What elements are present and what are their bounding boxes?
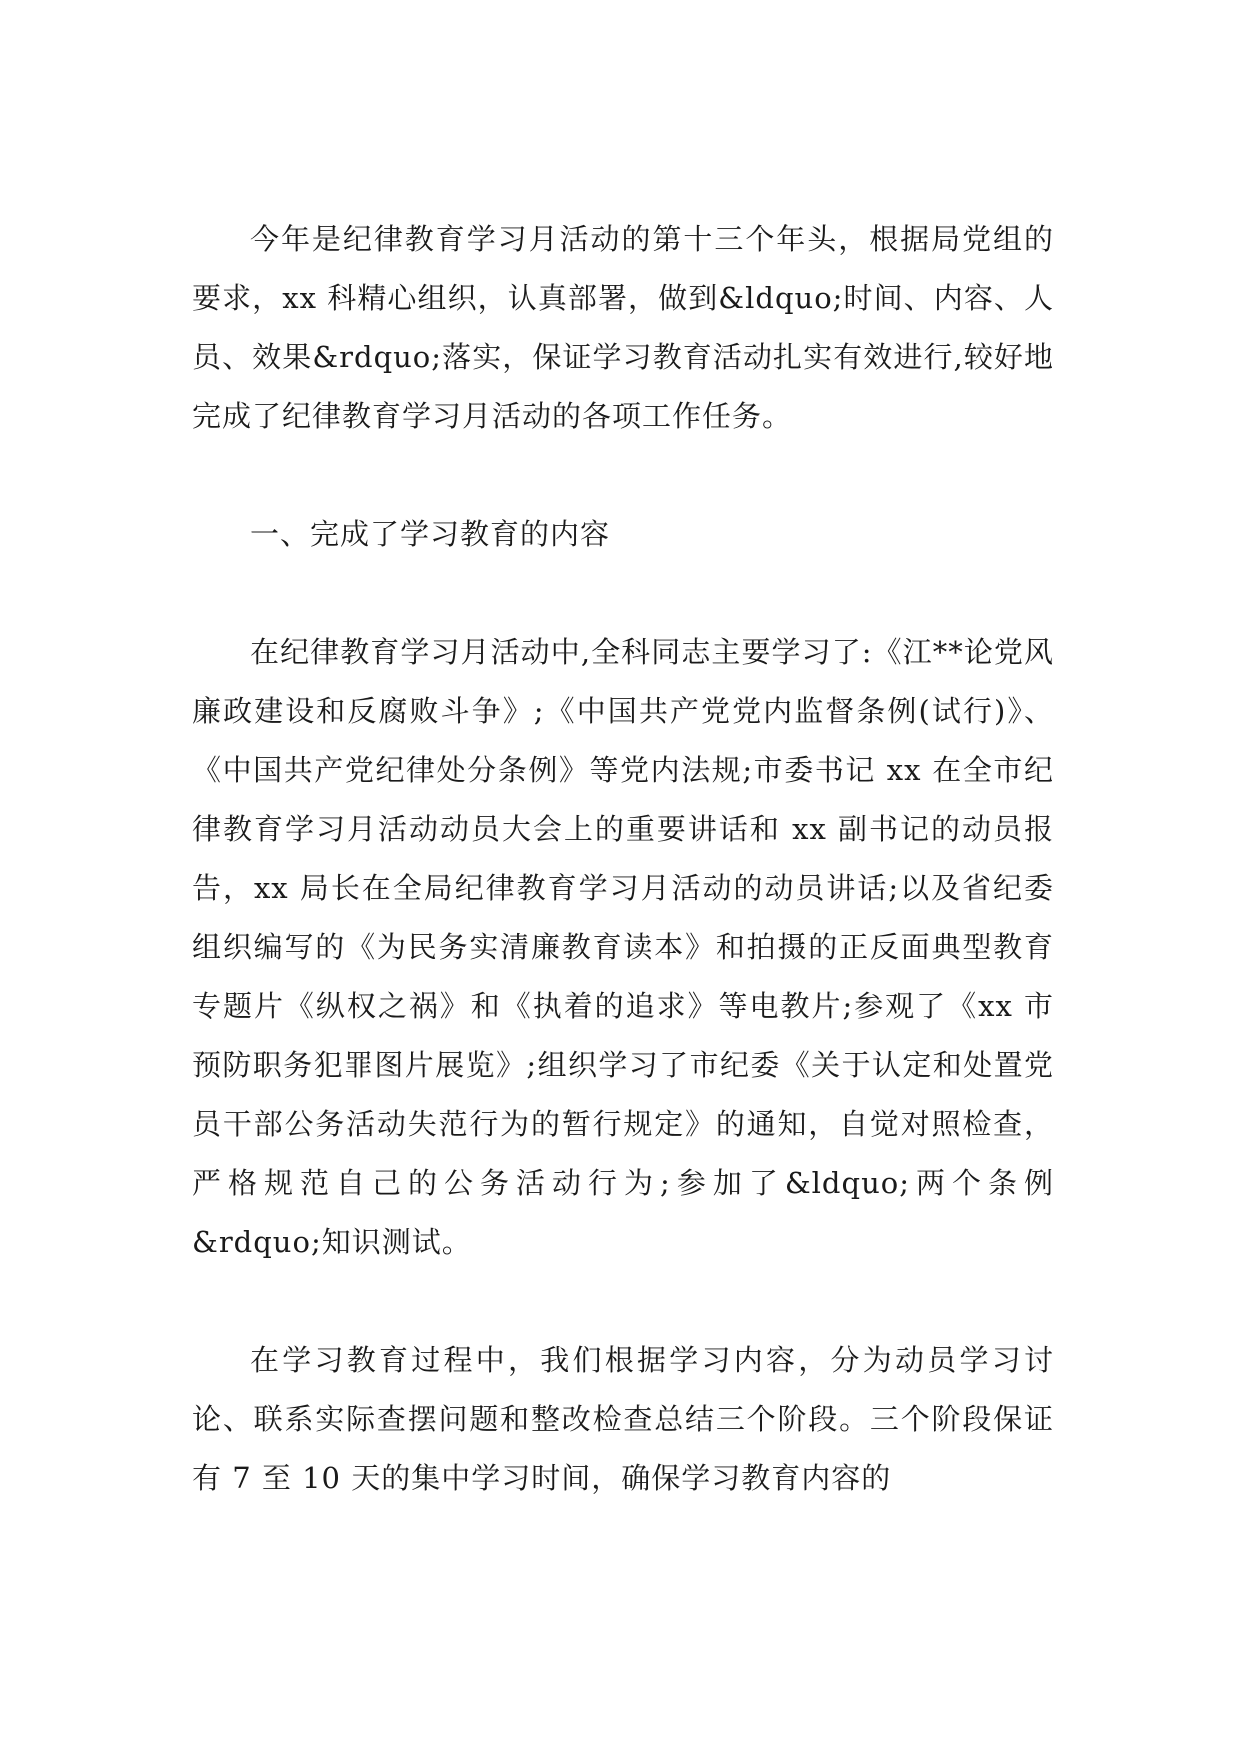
study-process-paragraph: 在学习教育过程中，我们根据学习内容，分为动员学习讨论、联系实际查摆问题和整改检查总结三个阶段。三个阶段保证有 7 至 10 天的集中学习时间，确保学习教育内容的: [192, 1343, 1054, 1495]
study-content-paragraph: 在纪律教育学习月活动中,全科同志主要学习了:《江**论党风廉政建设和反腐败斗争》;《中国共产党党内监督条例(试行)》、《中国共产党纪律处分条例》等党内法规;市委书记 xx 在全市纪律教育学习月活动动员大会上的重要讲话和 xx 副书记的动员报告，xx 局长在全局纪律教育学习月活动的动员讲话;以及省纪委组织编写的《为民务实清廉教育读本》和拍摄的正反面典型教育专题片《纵权之祸》和《执着的追求》等电教片;参观了《xx 市预防职务犯罪图片展览》;组织学习了市纪委《关于认定和处置党员干部公务活动失范行为的暂行规定》的通知，自觉对照检查，严格规范自己的公务活动行为;参加了&ldquo;两个条例&rdquo;知识测试。: [192, 635, 1054, 1259]
document-page: [192, 210, 1054, 1508]
section-heading: 一、完成了学习教育的内容: [250, 517, 611, 551]
paragraph-gap: [192, 1272, 1054, 1331]
intro-paragraph: 今年是纪律教育学习月活动的第十三个年头，根据局党组的要求，xx 科精心组织，认真部署，做到&ldquo;时间、内容、人员、效果&rdquo;落实，保证学习教育活动扎实有效进行,较好地完成了纪律教育学习月活动的各项工作任务。: [192, 222, 1054, 433]
paragraph-gap: [192, 564, 1054, 623]
paragraph-gap: [192, 446, 1054, 505]
